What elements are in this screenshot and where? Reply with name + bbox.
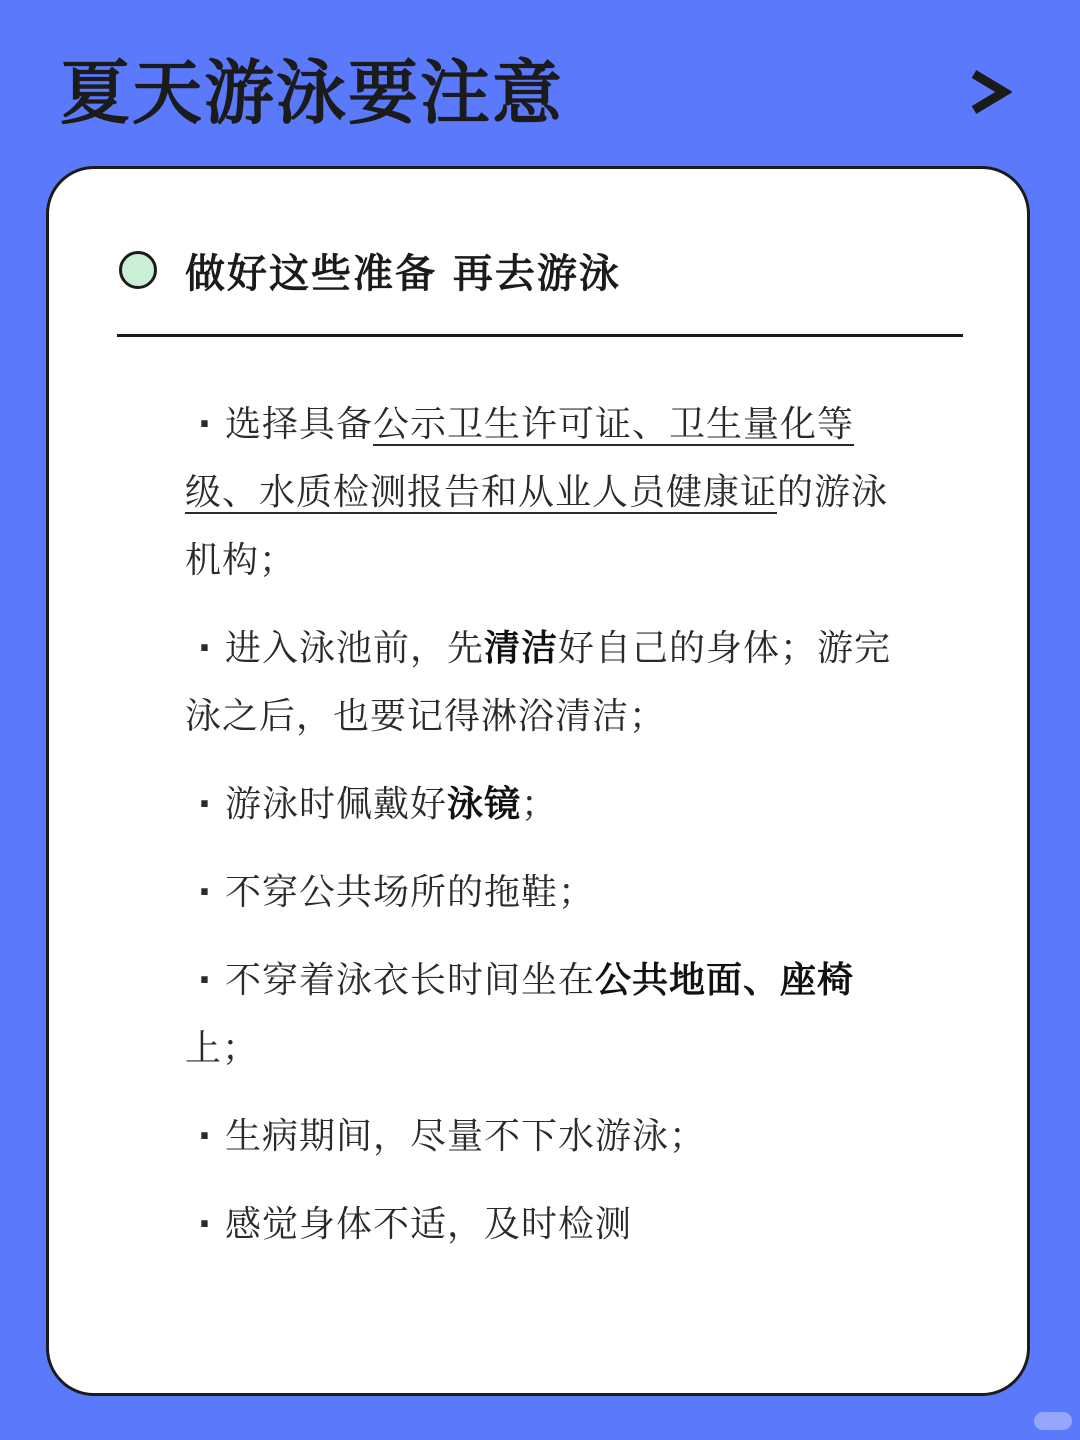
item-text: 生病期间，尽量不下水游泳；	[225, 1116, 707, 1157]
list-item	[185, 391, 905, 595]
list-item	[185, 615, 905, 751]
bullet: ·	[197, 404, 213, 445]
list-item	[185, 1103, 905, 1171]
watermark	[1034, 1412, 1072, 1430]
item-text: 进入泳池前，先	[225, 628, 485, 669]
item-text: 的游泳机构；	[185, 472, 889, 581]
list-item	[185, 771, 905, 839]
bullet: ·	[197, 1116, 213, 1157]
item-text-bold: 公共地面、座椅	[595, 960, 855, 1001]
section-header	[119, 239, 621, 301]
item-text: 上；	[185, 1028, 260, 1069]
item-text: 不穿着泳衣长时间坐在	[225, 960, 596, 1001]
bullet: ·	[197, 1204, 213, 1245]
list-item	[185, 1191, 905, 1259]
green-circle-icon	[119, 251, 157, 289]
bullet: ·	[197, 960, 213, 1001]
item-text: 感觉身体不适，及时检测	[225, 1204, 633, 1245]
list-item	[185, 859, 905, 927]
tips-list	[185, 391, 905, 1279]
item-text: 好自己的身体；游完泳之后，也要记得淋浴清洁；	[185, 628, 892, 737]
content-card	[46, 166, 1030, 1396]
section-title: 做好这些准备 再去游泳	[185, 250, 621, 297]
bullet: ·	[197, 872, 213, 913]
list-item	[185, 947, 905, 1083]
item-text: ；	[521, 784, 559, 825]
page-title: 夏天游泳要注意	[60, 52, 564, 134]
item-text-underlined: 公示卫生许可证、卫生量化等级、水质检测报告和从业人员健康证	[185, 404, 855, 513]
item-text: 选择具备	[225, 404, 374, 445]
item-text: 不穿公共场所的拖鞋；	[225, 872, 596, 913]
chevron-right-icon[interactable]	[966, 60, 1012, 124]
bullet: ·	[197, 628, 213, 669]
item-text: 游泳时佩戴好	[225, 784, 448, 825]
item-text-bold: 清洁	[484, 628, 559, 669]
item-text-bold: 泳镜	[447, 784, 522, 825]
bullet: ·	[197, 784, 213, 825]
divider	[117, 334, 963, 337]
